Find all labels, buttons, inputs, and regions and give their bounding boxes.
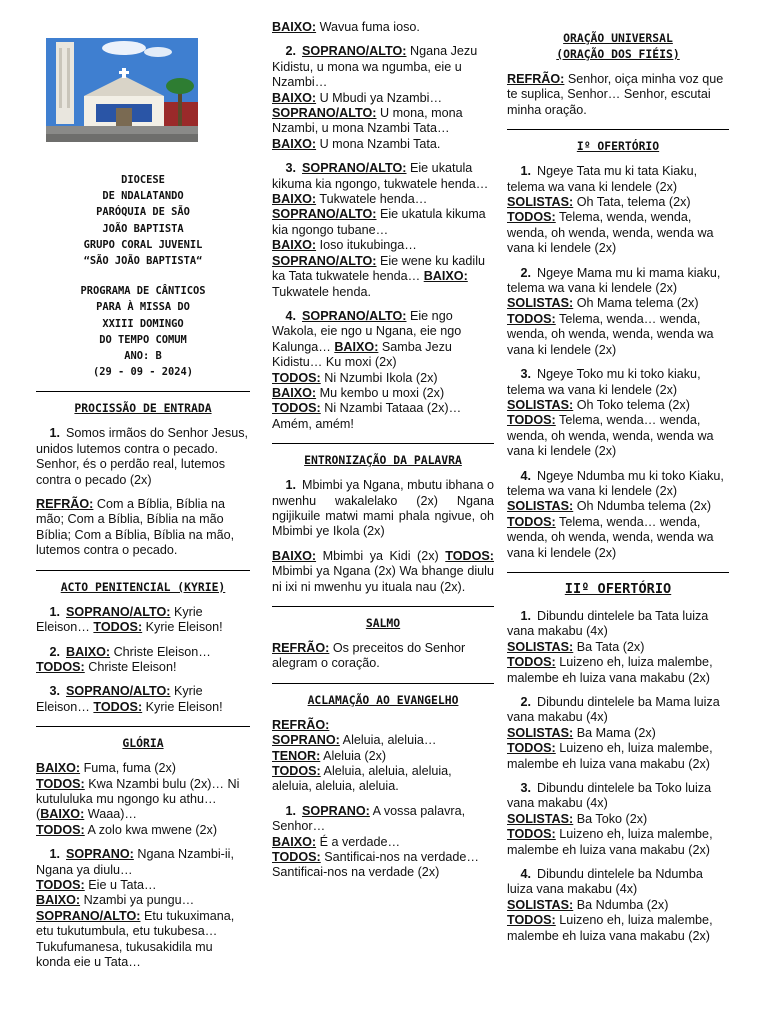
program-line: PARA À MISSA DO [96,301,190,314]
gloria-verse-2: 2. SOPRANO/ALTO: Ngana Jezu Kidistu, u mona wa ngumba, eie u Nzambi… BAIXO: U Mbudi ya Nzambi… SOPRANO/ALTO: U mona, mona Nzambi, u mona Nzambi Tata… BAIXO: U mona Nzambi Tata. [272,44,478,151]
aclamacao-verse-1: 1. SOPRANO: A vossa palavra, Senhor… BAIXO: É a verdade… TODOS: Santificai-nos na verdade… Santificai-nos na verdade (2x) [272,803,479,880]
program-line: PROGRAMA DE CÂNTICOS [80,285,206,298]
entrada-verse-1: 1. Somos irmãos do Senhor Jesus, unidos lutemos contra o pecado. Senhor, és o perdão real, lutemos contra o pecado (2x) [36,426,248,487]
aclamacao-refrain: REFRÃO: SOPRANO: Aleluia, aleluia… TENOR: Aleluia (2x) TODOS: Aleluia, aleluia, aleluia, aleluia, aleluia, aleluia. [272,717,452,794]
header-line: DE NDALATANDO [102,190,184,203]
program-line: DO TEMPO COMUM [99,333,187,346]
ofertorio2-verse-2: 2. Dibundu dintelele ba Mama luiza vana makabu (4x) SOLISTAS: Ba Mama (2x) TODOS: Luizeno eh, luiza malembe, malembe eh luiza vana makabu (2x) [507,695,720,771]
ofertorio1-verse-3: 3. Ngeye Toko mu ki toko kiaku, telema wa vana ki lendele (2x) SOLISTAS: Oh Toko telema (2x) TODOS: Telema, wenda… wenda, wenda, oh wenda, wenda, wenda wa vana ki lendele (2x) [507,367,714,459]
header-line: PARÓQUIA DE SÃO [96,206,190,219]
ofertorio1-verse-2: 2. Ngeye Mama mu ki mama kiaku, telema wa vana ki lendele (2x) SOLISTAS: Oh Mama telema (2x) TODOS: Telema, wenda… wenda, wenda, oh wenda, wenda, wenda wa vana ki lendele (2x) [507,265,721,357]
header-line: DIOCESE [121,174,165,186]
section-title-kyrie: ACTO PENITENCIAL (KYRIE) [60,579,226,594]
ofertorio1-verse-1: 1. Ngeye Tata mu ki tata Kiaku, telema wa vana ki lendele (2x) SOLISTAS: Oh Tata, telema (2x) TODOS: Telema, wenda, wenda, wenda, oh wenda, wenda, wenda wa vana ki lendele (2x) [507,164,714,256]
palavra-refrain: BAIXO: Mbimbi ya Kidi (2x) TODOS: Mbimbi ya Ngana (2x) Wa bhange diulu ni ixi ni mwenhu yu ituala nau (2x). [272,548,494,594]
church-image [46,38,198,142]
header-line: GRUPO CORAL JUVENIL [83,238,203,251]
divider [36,570,250,571]
gloria-verse-3: 3. SOPRANO/ALTO: Eie ukatula kikuma kia ngongo, tukwatele henda… BAIXO: Tukwatele henda… SOPRANO/ALTO: Eie ukatula kikuma kia ngongo tubane… BAIXO: Ioso itukubinga… SOPRANO/ALTO: Eie wene ku kadilu ka Tata tukwatele henda… BAIXO: Tukwatele henda. [272,161,489,299]
entrada-refrain: REFRÃO: Com a Bíblia, Bíblia na mão; Com a Bíblia, Bíblia na mão Bíblia; Com a Bíblia, Bíblia na mão, lutemos contra o pecado. [36,497,235,558]
header-line: JOÃO BAPTISTA [102,222,184,235]
divider [272,606,494,607]
ofertorio2-verse-3: 3. Dibundu dintelele ba Toko luiza vana makabu (4x) SOLISTAS: Ba Toko (2x) TODOS: Luizeno eh, luiza malembe, malembe eh luiza vana makabu (2x) [507,781,713,857]
column-middle [272,20,494,890]
ofertorio2-verse-1: 1. Dibundu dintelele ba Tata luiza vana makabu (4x) SOLISTAS: Ba Tata (2x) TODOS: Luizeno eh, luiza malembe, malembe eh luiza vana makabu (2x) [507,608,713,685]
oracao-title-line: (ORAÇÃO DOS FIÉIS) [556,47,680,61]
section-title-ofertorio-2: IIº OFERTÓRIO [564,580,672,597]
gloria-verse-1: 1. SOPRANO: Ngana Nzambi-ii, Ngana ya diulu… TODOS: Eie u Tata… BAIXO: Nzambi ya pungu… SOPRANO/ALTO: Etu tukuximana, etu tukutumbula, etu tukubesa… Tukufumanesa, tukusakidila mu konda eie u Tata… [36,847,235,969]
diocese-header [36,172,250,269]
gloria-intro: BAIXO: Fuma, fuma (2x) TODOS: Kwa Nzambi bulu (2x)… Ni kutululuka mu ngongo ku athu… (BAIXO: Waaa)… TODOS: A zolo kwa mwene (2x) [36,761,240,837]
header-line: “SÃO JOÃO BAPTISTA“ [83,255,203,268]
section-title-ofertorio-1: Iº OFERTÓRIO [576,139,660,154]
ofertorio2-verse-4: 4. Dibundu dintelele ba Ndumba luiza vana makabu (4x) SOLISTAS: Ba Ndumba (2x) TODOS: Luizeno eh, luiza malembe, malembe eh luiza vana makabu (2x) [507,867,713,943]
kyrie-item-1: 1. SOPRANO/ALTO: Kyrie Eleison… TODOS: Kyrie Eleison! [36,604,223,635]
program-header [36,283,250,380]
church-photo [46,38,198,142]
section-title-salmo: SALMO [365,616,401,630]
divider [507,572,729,573]
divider [507,129,729,130]
divider [36,726,250,727]
oracao-refrain: REFRÃO: Senhor, oiça minha voz que te suplica, Senhor… Senhor, escutai minha oração. [507,72,724,117]
program-line: ANO: B [124,350,162,363]
gloria-verse-4: 4. SOPRANO/ALTO: Eie ngo Wakola, eie ngo u Ngana, eie ngo Kalunga… BAIXO: Samba Jezu Kidistu… Ku moxi (2x) TODOS: Ni Nzumbi Ikola (2x) BAIXO: Mu kembo u moxi (2x) TODOS: Ni Nzambi Tataaa (2x)… Amém, amém! [272,308,462,431]
divider [36,391,250,392]
kyrie-item-2: 2. BAIXO: Christe Eleison… TODOS: Christe Eleison! [36,644,211,674]
kyrie-item-3: 3. SOPRANO/ALTO: Kyrie Eleison… TODOS: Kyrie Eleison! [36,684,223,714]
column-left [36,20,250,979]
section-title-gloria: GLÓRIA [122,736,164,751]
oracao-title-line: ORAÇÃO UNIVERSAL [563,31,673,45]
column-right [507,20,729,953]
salmo-refrain: REFRÃO: Os preceitos do Senhor alegram o coração. [272,641,466,671]
program-line: (29 - 09 - 2024) [92,366,194,379]
section-title-entrada: PROCISSÃO DE ENTRADA [74,401,212,416]
section-title-oracao [507,30,729,62]
ofertorio1-verse-4: 4. Ngeye Ndumba mu ki toko Kiaku, telema wa vana ki lendele (2x) SOLISTAS: Oh Ndumba telema (2x) TODOS: Telema, wenda… wenda, wenda, oh wenda, wenda, wenda wa vana ki lendele (2x) [507,468,724,560]
palavra-verse-1: 1. Mbimbi ya Ngana, mbutu ibhana o nwenhu wakalelako (2x) Ngana ngijikuile matwi mami phala ngivue, oh Mbimbi ye Ikola (2x) [272,478,494,539]
divider [272,683,494,684]
divider [272,443,494,444]
program-line: XXIII DOMINGO [102,317,184,330]
section-title-palavra: ENTRONIZAÇÃO DA PALAVRA [304,453,462,468]
gloria-verse-1-cont: BAIXO: Wavua fuma ioso. [272,20,420,34]
section-title-aclamacao: ACLAMAÇÃO AO EVANGELHO [307,692,459,707]
